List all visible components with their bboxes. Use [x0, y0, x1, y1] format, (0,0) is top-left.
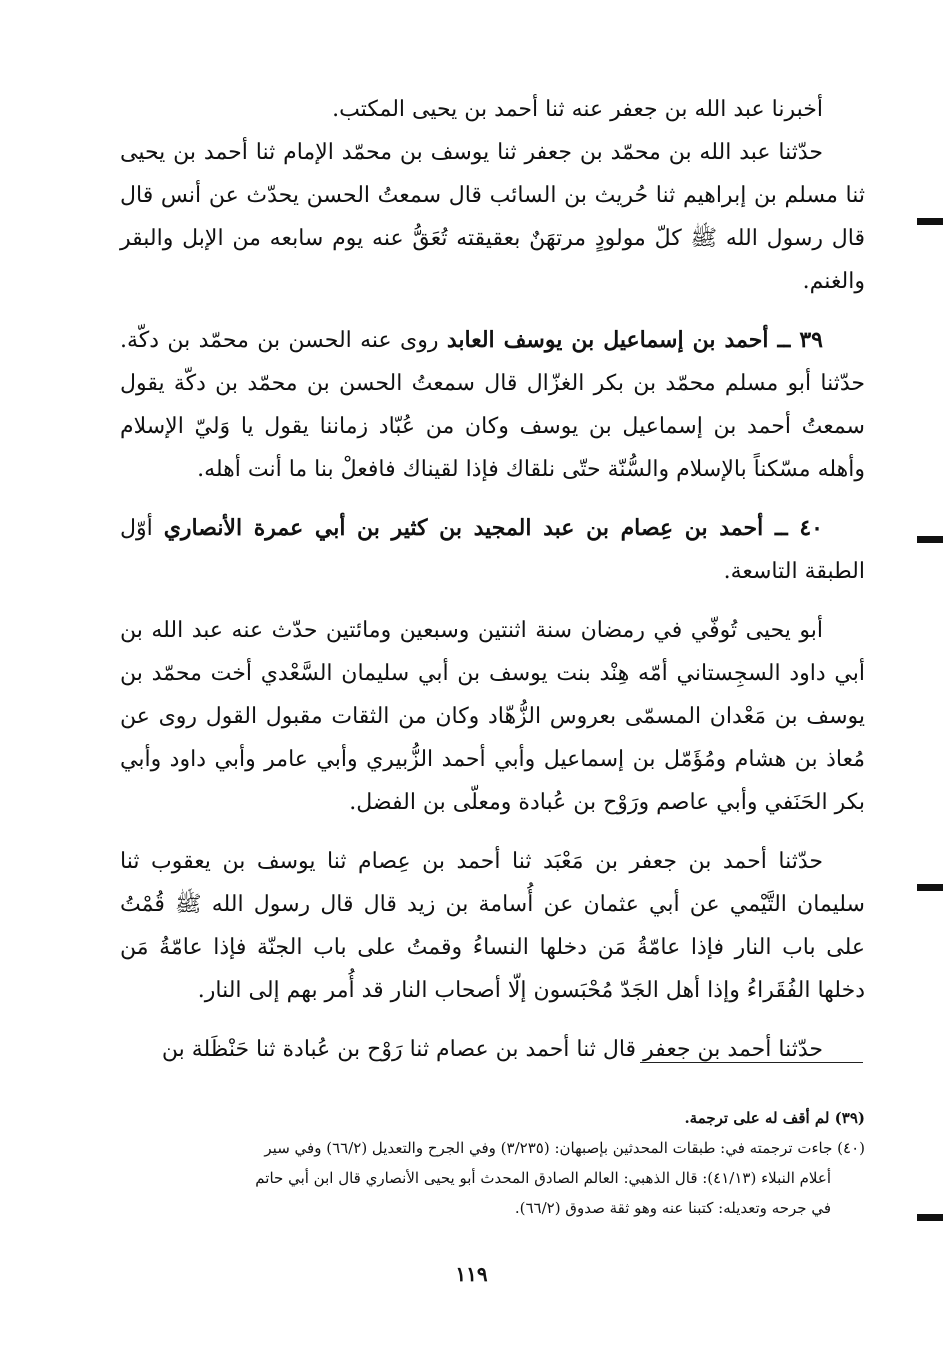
entry-40-heading: ٤٠ ــ أحمد بن عِصام بن عبد المجيد بن كثير بن أبي عمرة الأنصاري	[163, 515, 823, 541]
entry-39-text: روى عنه الحسن بن محمّد بن دكّة. حدّثنا أبو مسلم محمّد بن بكر الغزّال قال سمعتُ الحسن بن محمّد بن دكّة يقول سمعتُ أحمد بن إسماعيل بن يوسف وكان من عُبّاد زماننا يقول يا وَليّ الإسلام وأهله مسّكناً بالإسلام والسُّنّة حتّى نلقاك فإذا لقيناك فافعلْ بنا ما أنت أهله.	[120, 328, 865, 482]
entry-39-heading: ٣٩ ــ أحمد بن إسماعيل بن يوسف العابد	[446, 327, 823, 353]
paragraph-2: حدّثنا عبد الله بن محمّد بن جعفر ثنا يوسف بن محمّد الإمام ثنا أحمد بن يحيى ثنا مسلم بن إبراهيم ثنا حُريث بن السائب قال سمعتُ الحسن يحدّث عن أنس قال قال رسول الله ﷺ كلّ مولودٍ مرتهَنٌ بعقيقته تُعَقُّ عنه يوم سابعه من الإبل والبقر والغنم.	[120, 140, 865, 294]
paragraph-7: حدّثنا أحمد بن جعفر قال ثنا أحمد بن عصام ثنا رَوْح بن عُبادة ثنا حَنْظَلة بن	[161, 1037, 823, 1062]
footnote-40-line-1: (٤٠) جاءت ترجمته في: طبقات المحدثين بإصبهان: (٣/٢٣٥) وفي الجرح والتعديل (٦٦/٢) وفي سير	[264, 1139, 865, 1157]
footnote-40-line-2: أعلام النبلاء (٤١/١٣): قال الذهبي: العالم الصادق المحدث أبو يحيى الأنصاري قال ابن أبي حاتم	[255, 1169, 831, 1187]
entry-40	[120, 507, 865, 593]
paragraph-6: حدّثنا أحمد بن جعفر بن مَعْبَد ثنا أحمد بن عِصام ثنا يوسف بن يعقوب ثنا سليمان التَّيْمي عن أبي عثمان عن أُسامة بن زيد قال قال رسول الله ﷺ قُمْتُ على باب النار فإذا عامّةُ مَن دخلها النساءُ وقمتُ على باب الجنّة فإذا عامّةُ مَن دخلها الفُقَراءُ وإذا أهل الجَدّ مُحْبَسون إلّا أصحاب النار قد أُمر بهم إلى النار.	[120, 849, 865, 1003]
footnote-39: (٣٩) لم أقف له على ترجمة.	[684, 1109, 865, 1127]
margin-tab-mark	[917, 1214, 943, 1221]
entry-39	[120, 319, 865, 491]
entry-40-text: أوّل الطبقة التاسعة.	[120, 516, 865, 584]
main-text	[120, 88, 865, 1071]
page-number: ١١٩	[455, 1262, 488, 1286]
margin-tab-mark	[917, 218, 943, 225]
footnote-40-line-3: في جرحه وتعديله: كتبنا عنه وهو ثقة صدوق (٦٦/٢).	[514, 1199, 831, 1217]
paragraph-5: أبو يحيى تُوفّي في رمضان سنة اثنتين وسبعين ومائتين حدّث عنه عبد الله بن أبي داود السجِستاني أمّه هِنْد بنت يوسف بن أبي سليمان السَّعْدي أخت محمّد بن يوسف بن مَعْدان المسمّى بعروس الزُّهّاد وكان من الثقات مقبول القول روى عن مُعاذ بن هشام ومُؤَمّل بن إسماعيل وأبي أحمد الزُّبيري وأبي عامر وأبي داود وأبي بكر الحَنَفي وأبي عاصم ورَوْح بن عُبادة ومعلّى بن الفضل.	[120, 618, 865, 815]
footnote-divider	[640, 1062, 863, 1063]
margin-tab-mark	[917, 884, 943, 891]
footnotes	[120, 1103, 865, 1223]
paragraph-1: أخبرنا عبد الله بن جعفر عنه ثنا أحمد بن يحيى المكتب.	[332, 97, 823, 122]
margin-tab-mark	[917, 536, 943, 543]
